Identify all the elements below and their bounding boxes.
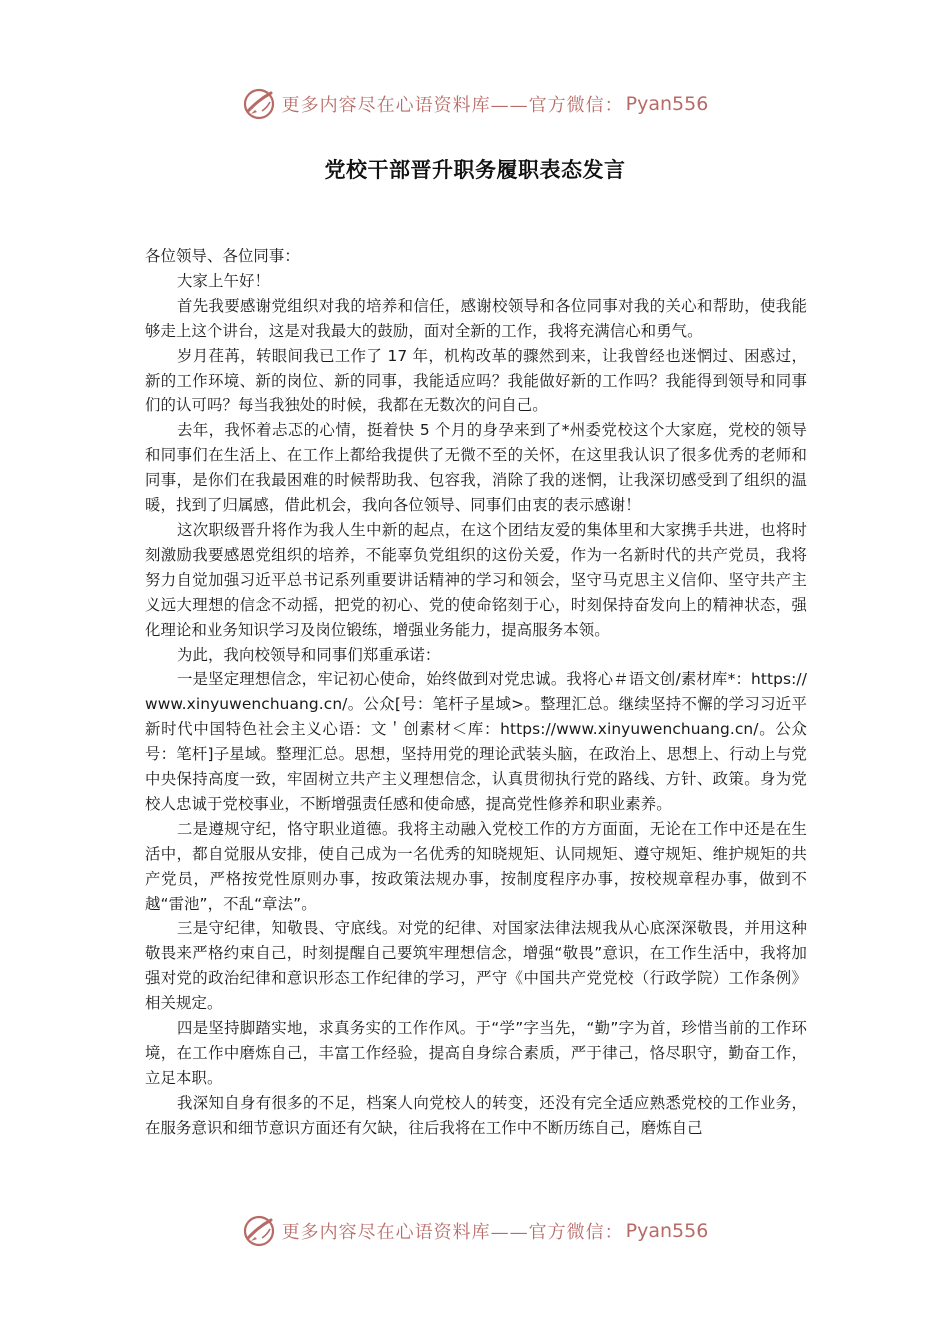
- paragraph: 去年，我怀着忐忑的心情，挺着快 5 个月的身孕来到了*州委党校这个大家庭，党校的领导和同事们在生活上、在工作上都给我提供了无微不至的关怀，在这里我认识了很多优秀的老师和同事，是你们在我最困难的时候帮助我、包容我，消除了我的迷惘，让我深切感受到了组织的温暖，找到了归属感，借此机会，我向各位领导、同事们由衷的表示感谢！: [145, 421, 807, 515]
- watermark-handle: Pyan556: [625, 1220, 709, 1242]
- watermark-banner-bottom: [0, 1211, 950, 1251]
- pen-logo-icon: [242, 87, 276, 121]
- pen-logo-icon: [242, 1214, 276, 1248]
- watermark-handle: Pyan556: [625, 93, 709, 115]
- paragraph: 大家上午好！: [177, 271, 270, 290]
- salutation: 各位领导、各位同事：: [145, 247, 300, 265]
- watermark-banner-top: [0, 84, 950, 124]
- document-title: 党校干部晋升职务履职表态发言: [324, 158, 626, 182]
- document-body: [145, 244, 807, 1141]
- paragraph: 这次职级晋升将作为我人生中新的起点，在这个团结友爱的集体里和大家携手共进，也将时刻激励我要感恩党组织的培养，不能辜负党组织的这份关爱，作为一名新时代的共产党员，我将努力自觉加强习近平总书记系列重要讲话精神的学习和领会，坚守马克思主义信仰、坚守共产主义远大理想的信念不动摇，把党的初心、党的使命铭刻于心，时刻保持奋发向上的精神状态，强化理论和业务知识学习及岗位锻练，增强业务能力，提高服务本领。: [145, 520, 807, 639]
- paragraph: 二是遵规守纪，恪守职业道德。我将主动融入党校工作的方方面面，无论在工作中还是在生活中，都自觉服从安排，使自己成为一名优秀的知晓规矩、认同规矩、遵守规矩、维护规矩的共产党员，严格按党性原则办事，按政策法规办事，按制度程序办事，按校规章程办事，做到不越“雷池”，不乱“章法”。: [145, 819, 807, 913]
- paragraph: 为此，我向校领导和同事们郑重承诺：: [177, 645, 441, 664]
- paragraph: 一是坚定理想信念，牢记初心使命，始终做到对党忠诚。我将心＃语文创/素材库*：https://www.xinyuwenchuang.cn/。公众[号：笔杆子星域>。整理汇总。继续坚持不懈的学习习近平新时代中国特色社会主义心语：文＇创素材＜库：https://www.xinyuwenchuang.cn/。公众号：笔杆]子星域。整理汇总。思想，坚持用党的理论武装头脑，在政治上、思想上、行动上与党中央保持高度一致，牢固树立共产主义理想信念，认真贯彻执行党的路线、方针、政策。身为党校人忠诚于党校事业，不断增强责任感和使命感，提高党性修养和职业素养。: [145, 670, 807, 813]
- paragraph: 四是坚持脚踏实地，求真务实的工作作风。于“学”字当先，“勤”字为首，珍惜当前的工作环境，在工作中磨炼自己，丰富工作经验，提高自身综合素质，严于律己，恪尽职守，勤奋工作，立足本职。: [145, 1019, 807, 1087]
- paragraph: 岁月荏苒，转眼间我已工作了 17 年，机构改革的骤然到来，让我曾经也迷惘过、困惑过，新的工作环境、新的岗位、新的同事，我能适应吗？我能做好新的工作吗？我能得到领导和同事们的认可吗？每当我独处的时候，我都在无数次的问自己。: [145, 346, 807, 415]
- paragraph: 首先我要感谢党组织对我的培养和信任，感谢校领导和各位同事对我的关心和帮助，使我能够走上这个讲台，这是对我最大的鼓励，面对全新的工作，我将充满信心和勇气。: [145, 296, 807, 340]
- watermark-text: 更多内容尽在心语资料库——官方微信：: [281, 1222, 624, 1243]
- paragraph: 三是守纪律，知敬畏、守底线。对党的纪律、对国家法律法规我从心底深深敬畏，并用这种敬畏来严格约束自己，时刻提醒自己要筑牢理想信念，增强“敬畏”意识，在工作生活中，我将加强对党的政治纪律和意识形态工作纪律的学习，严守《中国共产党党校（行政学院）工作条例》相关规定。: [145, 919, 807, 1013]
- paragraph: 我深知自身有很多的不足，档案人向党校人的转变，还没有完全适应熟悉党校的工作业务，在服务意识和细节意识方面还有欠缺，往后我将在工作中不断历练自己，磨炼自己: [145, 1093, 807, 1137]
- watermark-text: 更多内容尽在心语资料库——官方微信：: [281, 95, 624, 116]
